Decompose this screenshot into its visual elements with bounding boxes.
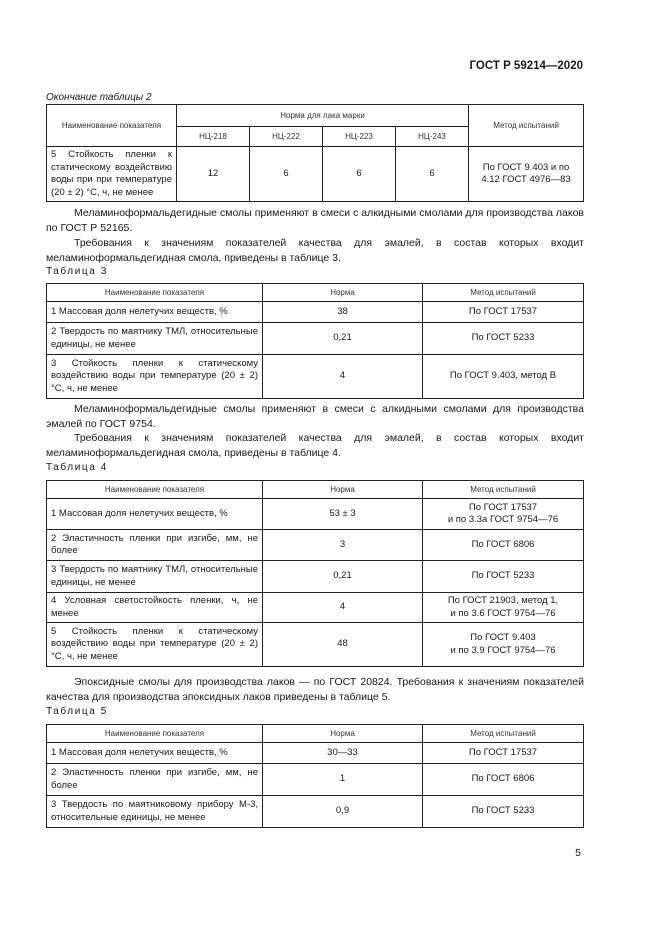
header-test-method: Метод испытаний — [469, 105, 584, 147]
norm-value: 48 — [263, 623, 423, 667]
header-indicator-name: Наименование показателя — [47, 284, 263, 302]
test-method — [423, 593, 584, 623]
test-method: По ГОСТ 5233 — [423, 796, 584, 828]
header-mark: НЦ-223 — [323, 127, 396, 147]
indicator-name: 1 Массовая доля нелетучих веществ, % — [47, 499, 263, 530]
paragraph: Меламиноформальдегидные смолы применяют в смеси с алкидными смолами для производства лаков по ГОСТ Р 52165. — [46, 207, 584, 234]
table4-caption: Таблица 4 — [46, 462, 108, 473]
header-test-method: Метод испытаний — [423, 481, 584, 499]
indicator-name: 3 Стойкость пленки к статическому воздействию воды при температуре (20 ± 2) °С, ч, не менее — [47, 355, 263, 399]
paragraph: Меламиноформальдегидные смолы применяют в смеси с алкидными смолами для производства эмалей по ГОСТ 9754. — [46, 403, 584, 430]
method-line: По ГОСТ 6806 — [471, 538, 535, 550]
paragraph: Требования к значениям показателей качества для эмалей, в состав которых входит меламиноформальдегидная смола, приведены в таблице 4. — [46, 432, 584, 459]
table-row — [47, 499, 584, 530]
method-line: и по 3.3а ГОСТ 9754—76 — [447, 514, 559, 525]
header-mark: НЦ-222 — [250, 127, 323, 147]
paragraph: Эпоксидные смолы для производства лаков — по ГОСТ 20824. Требования к значениям показателей качества для производства эпоксидных лаков приведены в таблице 5. — [46, 676, 584, 703]
norm-value: 53 ± 3 — [263, 499, 423, 530]
table2-continuation-caption: Окончание таблицы 2 — [46, 92, 152, 103]
table-row — [47, 593, 584, 623]
test-method: По ГОСТ 5233 — [423, 323, 584, 355]
table-row — [47, 530, 584, 561]
table3-caption: Таблица 3 — [46, 266, 108, 277]
table-row — [47, 302, 584, 323]
header-mark: НЦ-243 — [396, 127, 469, 147]
header-indicator-name: Наименование показателя — [47, 481, 263, 499]
indicator-name: 5 Стойкость пленки к статическому воздействию воды при при температуре (20 ± 2) °С, ч, не менее — [47, 147, 177, 202]
indicator-name: 3 Твердость по маятнику ТМЛ, относительные единицы, не менее — [47, 561, 263, 593]
table-row — [47, 355, 584, 399]
method-line: По ГОСТ 21903, метод 1, — [447, 595, 559, 606]
table-4 — [46, 480, 584, 667]
indicator-name: 2 Эластичность пленки при изгибе, мм, не более — [47, 764, 263, 796]
indicator-name: 5 Стойкость пленки к статическому воздействию воды при температуре (20 ± 2) °С, ч, не менее — [47, 623, 263, 667]
test-method: По ГОСТ 17537 — [423, 302, 584, 323]
method-line: и по 3.9 ГОСТ 9754—76 — [450, 644, 556, 656]
indicator-name: 3 Твердость по маятниковому прибору М-3, относительные единицы, не менее — [47, 796, 263, 828]
header-norm-for-lacquer: Норма для лака марки — [177, 105, 469, 127]
method-line: и по 3.6 ГОСТ 9754—76 — [450, 607, 556, 619]
test-method — [423, 530, 584, 561]
table-row — [47, 561, 584, 593]
norm-value: 0,9 — [263, 796, 423, 828]
header-norm: Норма — [263, 725, 423, 743]
table-2-continuation — [46, 104, 584, 202]
norm-value: 30—33 — [263, 743, 423, 764]
norm-value: 6 — [323, 147, 396, 202]
indicator-name: 4 Условная светостойкость пленки, ч, не менее — [47, 593, 263, 623]
table-row — [47, 147, 584, 202]
indicator-name: 2 Твердость по маятнику ТМЛ, относительные единицы, не менее — [47, 323, 263, 355]
table-3 — [46, 283, 584, 399]
header-test-method: Метод испытаний — [423, 725, 584, 743]
table5-caption: Таблица 5 — [46, 706, 108, 717]
norm-value: 12 — [177, 147, 250, 202]
method-line: По ГОСТ 9.403 — [470, 632, 536, 643]
table-5 — [46, 724, 584, 828]
header-test-method: Метод испытаний — [423, 284, 584, 302]
indicator-name: 1 Массовая доля нелетучих веществ, % — [47, 302, 263, 323]
indicator-name: 1 Массовая доля нелетучих веществ, % — [47, 743, 263, 764]
table-row — [47, 743, 584, 764]
norm-value: 4 — [263, 355, 423, 399]
norm-value: 3 — [263, 530, 423, 561]
header-indicator-name: Наименование показателя — [47, 105, 177, 147]
table-row — [47, 323, 584, 355]
header-mark: НЦ-218 — [177, 127, 250, 147]
indicator-name: 2 Эластичность пленки при изгибе, мм, не более — [47, 530, 263, 561]
norm-value: 0,21 — [263, 323, 423, 355]
document-code: ГОСТ Р 59214—2020 — [469, 60, 583, 72]
test-method: По ГОСТ 17537 — [423, 743, 584, 764]
norm-value: 6 — [396, 147, 469, 202]
norm-value: 6 — [250, 147, 323, 202]
table-row — [47, 764, 584, 796]
page-number: 5 — [575, 847, 581, 859]
header-indicator-name: Наименование показателя — [47, 725, 263, 743]
norm-value: 0,21 — [263, 561, 423, 593]
test-method: По ГОСТ 9.403, метод В — [423, 355, 584, 399]
table-row — [47, 623, 584, 667]
table-row — [47, 796, 584, 828]
test-method — [423, 561, 584, 593]
method-line: По ГОСТ 17537 — [468, 501, 538, 513]
norm-value: 1 — [263, 764, 423, 796]
norm-value: 38 — [263, 302, 423, 323]
norm-value: 4 — [263, 593, 423, 623]
test-method — [423, 623, 584, 667]
header-norm: Норма — [263, 284, 423, 302]
header-norm: Норма — [263, 481, 423, 499]
test-method: По ГОСТ 9.403 и по 4.12 ГОСТ 4976—83 — [469, 147, 584, 202]
method-line: По ГОСТ 5233 — [471, 570, 535, 582]
paragraph: Требования к значениям показателей качества для эмалей, в состав которых входит меламиноформальдегидная смола, приведены в таблице 3. — [46, 237, 584, 264]
test-method — [423, 499, 584, 530]
test-method: По ГОСТ 6806 — [423, 764, 584, 796]
